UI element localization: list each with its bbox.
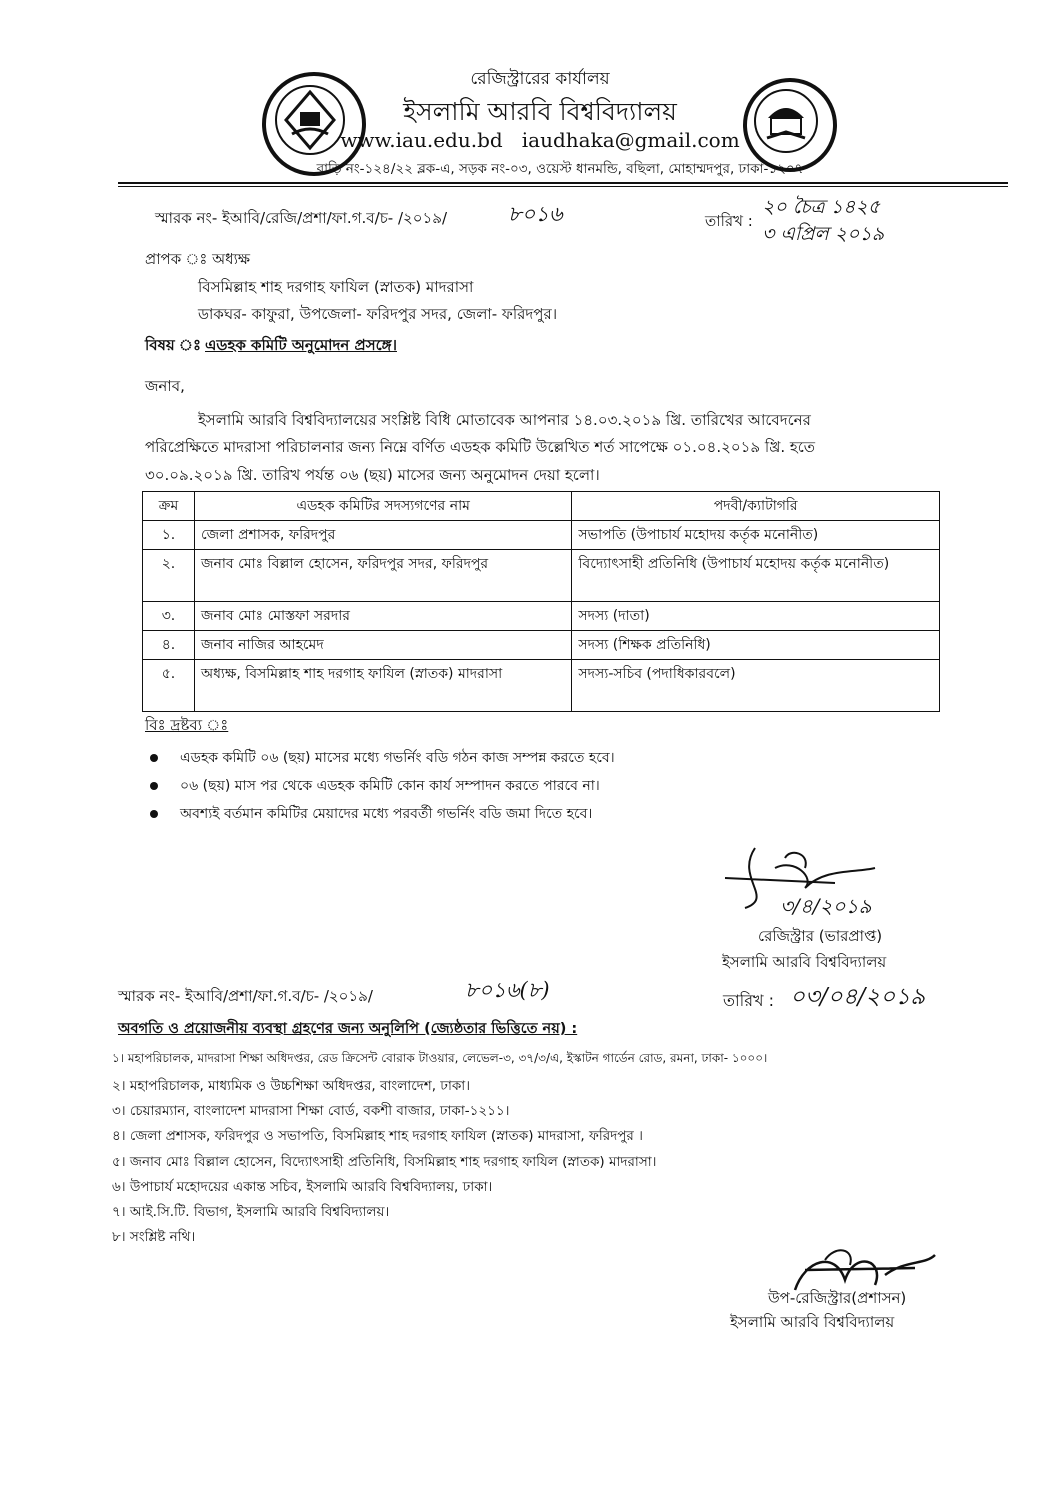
cell-name: অধ্যক্ষ, বিসমিল্লাহ শাহ দরগাহ ফাযিল (স্নাতক) মাদরাসা	[194, 660, 571, 712]
cc-heading: অবগতি ও প্রয়োজনীয় ব্যবস্থা গ্রহণের জন্য অনুলিপি (জ্যেষ্ঠতার ভিত্তিতে নয়) :	[118, 1021, 578, 1037]
note-item	[150, 802, 592, 826]
cell-name: জেলা প্রশাসক, ফরিদপুর	[194, 521, 571, 550]
memo-date-handwritten-2: ৩ এপ্রিল ২০১৯	[762, 223, 885, 245]
recipient-line-3: ডাকঘর- কাফুরা, উপজেলা- ফরিদপুর সদর, জেলা- ফরিদপুর।	[198, 305, 558, 323]
body-line-3: ৩০.০৯.২০১৯ খ্রি. তারিখ পর্যন্ত ০৬ (ছয়) মাসের জন্য অনুমোদন দেয়া হলো।	[145, 466, 600, 484]
cell-serial: ২.	[143, 550, 195, 602]
cell-position: বিদ্যোৎসাহী প্রতিনিধি (উপাচার্য মহোদয় কর্তৃক মনোনীত)	[572, 550, 940, 602]
cell-position: সদস্য-সচিব (পদাধিকারবলে)	[572, 660, 940, 712]
memo2-date-label: তারিখ :	[723, 991, 775, 1010]
note-text: ০৬ (ছয়) মাস পর থেকে এডহক কমিটি কোন কার্য সম্পাদন করতে পারবে না।	[180, 778, 600, 794]
deputy-registrar-org: ইসলামি আরবি বিশ্ববিদ্যালয়	[730, 1313, 895, 1331]
bullet-icon	[150, 782, 158, 790]
cc-item: ৭। আই.সি.টি. বিভাগ, ইসলামি আরবি বিশ্ববিদ্যালয়।	[112, 1204, 390, 1220]
memo-ref-handwritten: ৮০১৬	[508, 202, 563, 226]
cell-serial: ৩.	[143, 602, 195, 631]
registrar-org: ইসলামি আরবি বিশ্ববিদ্যালয়	[722, 953, 887, 971]
web-email: www.iau.edu.bd iaudhaka@gmail.com	[340, 128, 740, 152]
bullet-icon	[150, 754, 158, 762]
committee-table	[142, 491, 940, 712]
cell-name: জনাব মোঃ মোস্তফা সরদার	[194, 602, 571, 631]
body-line-2: পরিপ্রেক্ষিতে মাদরাসা পরিচালনার জন্য নিম্নে বর্ণিত এডহক কমিটি উল্লেখিত শর্ত সাপেক্ষে ০১.০৪.২০১৯ খ্রি. হতে	[145, 438, 816, 456]
university-name: ইসলামি আরবি বিশ্ববিদ্যালয়	[403, 97, 677, 126]
recipient-line-2: বিসমিল্লাহ শাহ দরগাহ ফাযিল (স্নাতক) মাদরাসা	[198, 278, 474, 296]
body-line-1: ইসলামি আরবি বিশ্ববিদ্যালয়ের সংশ্লিষ্ট বিধি মোতাবেক আপনার ১৪.০৩.২০১৯ খ্রি. তারিখের আবেদনের	[198, 411, 811, 429]
cell-serial: ৫.	[143, 660, 195, 712]
header-divider	[118, 182, 1008, 184]
cell-serial: ১.	[143, 521, 195, 550]
subject-label: বিষয় ঃ	[145, 336, 201, 354]
cell-position: সদস্য (দাতা)	[572, 602, 940, 631]
cc-item: ৬। উপাচার্য মহোদয়ের একান্ত সচিব, ইসলামি আরবি বিশ্ববিদ্যালয়, ঢাকা।	[112, 1179, 493, 1195]
cell-name: জনাব মোঃ বিল্লাল হোসেন, ফরিদপুর সদর, ফরিদপুর	[194, 550, 571, 602]
cc-item: ১। মহাপরিচালক, মাদরাসা শিক্ষা অধিদপ্তর, রেড ক্রিসেন্ট বোরাক টাওয়ার, লেভেল-৩, ৩৭/৩/এ, ইস্কাটন গার্ডেন রোড, রমনা, ঢাকা- ১০০০।	[112, 1051, 768, 1065]
table-row	[143, 602, 940, 631]
table-row	[143, 660, 940, 712]
cell-position: সদস্য (শিক্ষক প্রতিনিধি)	[572, 631, 940, 660]
registrar-title: রেজিস্ট্রার (ভারপ্রাপ্ত)	[758, 927, 883, 945]
table-row	[143, 631, 940, 660]
cell-name: জনাব নাজির আহমেদ	[194, 631, 571, 660]
table-row	[143, 550, 940, 602]
memo2-ref: স্মারক নং- ইআবি/প্রশা/ফা.গ.ব/চ- /২০১৯/	[118, 987, 373, 1005]
subject-text: এডহক কমিটি অনুমোদন প্রসঙ্গে।	[205, 336, 397, 354]
note-text: অবশ্যই বর্তমান কমিটির মেয়াদের মধ্যে পরবর্তী গভর্নিং বডি জমা দিতে হবে।	[180, 806, 593, 822]
cell-position: সভাপতি (উপাচার্য মহোদয় কর্তৃক মনোনীত)	[572, 521, 940, 550]
memo-date-label: তারিখ :	[705, 212, 753, 230]
notes-label: বিঃ দ্রষ্টব্য ঃ	[145, 716, 229, 734]
col-name-header: এডহক কমিটির সদস্যগণের নাম	[194, 492, 571, 521]
note-text: এডহক কমিটি ০৬ (ছয়) মাসের মধ্যে গভর্নিং বডি গঠন কাজ সম্পন্ন করতে হবে।	[180, 750, 615, 766]
memo2-ref-handwritten: ৮০১৬(৮)	[465, 978, 550, 1002]
table-header-row	[143, 492, 940, 521]
memo2-date-handwritten: ০৩/০৪/২০১৯	[790, 984, 926, 1010]
recipient-line-1: প্রাপক ঃ অধ্যক্ষ	[145, 250, 251, 268]
cc-item: ২। মহাপরিচালক, মাধ্যমিক ও উচ্চশিক্ষা অধিদপ্তর, বাংলাদেশ, ঢাকা।	[112, 1078, 471, 1094]
registrar-signature-date: ৩/৪/২০১৯	[780, 894, 872, 918]
note-item	[150, 774, 600, 798]
memo-ref: স্মারক নং- ইআবি/রেজি/প্রশা/ফা.গ.ব/চ- /২০১৯/	[155, 209, 448, 227]
address: বাড়ি নং-১২৪/২২ ব্লক-এ, সড়ক নং-০৩, ওয়েস্ট ধানমন্ডি, বছিলা, মোহাম্মদপুর, ঢাকা-১২০৭	[316, 161, 804, 177]
header-divider-thin	[118, 186, 1008, 187]
salutation: জনাব,	[145, 377, 185, 395]
deputy-registrar-title: উপ-রেজিস্ট্রার(প্রশাসন)	[768, 1289, 907, 1307]
cell-serial: ৪.	[143, 631, 195, 660]
col-position-header: পদবী/ক্যাটাগরি	[572, 492, 940, 521]
memo-date-handwritten-1: ২০ চৈত্র ১৪২৫	[762, 196, 881, 218]
cc-item: ৫। জনাব মোঃ বিল্লাল হোসেন, বিদ্যোৎসাহী প্রতিনিধি, বিসমিল্লাহ শাহ দরগাহ ফাযিল (স্নাতক) মাদরাসা।	[112, 1154, 657, 1170]
table-row	[143, 521, 940, 550]
note-item	[150, 746, 615, 770]
bullet-icon	[150, 810, 158, 818]
cc-item: ৪। জেলা প্রশাসক, ফরিদপুর ও সভাপতি, বিসমিল্লাহ শাহ দরগাহ ফাযিল (স্নাতক) মাদরাসা, ফরিদপুর ।	[112, 1128, 643, 1144]
office-name: রেজিস্ট্রারের কার্যালয়	[470, 69, 610, 89]
col-serial-header: ক্রম	[143, 492, 195, 521]
cc-item: ৮। সংশ্লিষ্ট নথি।	[112, 1229, 196, 1245]
cc-item: ৩। চেয়ারম্যান, বাংলাদেশ মাদরাসা শিক্ষা বোর্ড, বকশী বাজার, ঢাকা-১২১১।	[112, 1103, 510, 1119]
